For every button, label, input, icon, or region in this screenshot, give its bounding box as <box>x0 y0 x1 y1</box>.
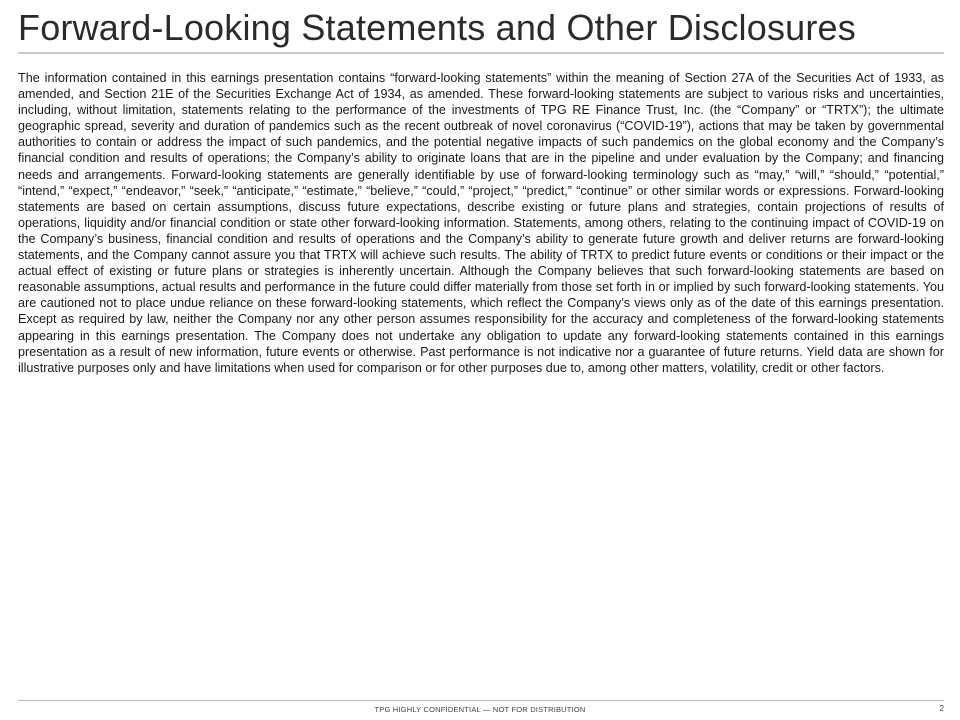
page-title: Forward-Looking Statements and Other Disclosures <box>18 7 856 48</box>
page-number: 2 <box>939 704 944 713</box>
confidentiality-notice: TPG HIGHLY CONFIDENTIAL — NOT FOR DISTRIBUTION <box>374 705 586 714</box>
title-divider <box>18 52 944 54</box>
footer-divider <box>18 700 944 701</box>
disclosure-paragraph: The information contained in this earnings presentation contains “forward-looking statements” within the meaning of Section 27A of the Securities Act of 1933, as amended, and Section 21E of the Securities Exchange Act of 1934, as amended. These forward-looking statements are subject to various risks and uncertainties, including, without limitation, statements relating to the performance of the investments of TPG RE Finance Trust, Inc. (the “Company” or “TRTX”); the ultimate geographic spread, severity and duration of pandemics such as the recent outbreak of novel coronavirus (“COVID-19”), actions that may be taken by governmental authorities to contain or address the impact of such pandemics, and the potential negative impacts of such pandemics on the global economy and the Company’s financial condition and results of operations; the Company’s ability to originate loans that are in the pipeline and under evaluation by the Company; and financing needs and arrangements. Forward-looking statements are generally identifiable by use of forward-looking terminology such as “may,” “will,” “should,” “potential,” “intend,” “expect,” “endeavor,” “seek,” “anticipate,” “estimate,” “believe,” “could,” “project,” “predict,” “continue” or other similar words or expressions. Forward-looking statements are based on certain assumptions, discuss future expectations, describe existing or future plans and strategies, contain projections of results of operations, liquidity and/or financial condition or state other forward-looking information. Statements, among others, relating to the continuing impact of COVID-19 on the Company’s business, financial condition and results of operations and the Company’s ability to generate future growth and deliver returns are forward-looking statements, and the Company cannot assure you that TRTX will achieve such results. The ability of TRTX to predict future events or conditions or their impact or the actual effect of existing or future plans or strategies is inherently uncertain. Although the Company believes that such forward-looking statements are based on reasonable assumptions, actual results and performance in the future could differ materially from those set forth in or implied by such forward-looking statements. You are cautioned not to place undue reliance on these forward-looking statements, which reflect the Company’s views only as of the date of this earnings presentation. Except as required by law, neither the Company nor any other person assumes responsibility for the accuracy and completeness of the forward-looking statements appearing in this earnings presentation. The Company does not undertake any obligation to update any forward-looking statements contained in this earnings presentation as a result of new information, future events or otherwise. Past performance is not indicative nor a guarantee of future returns. Yield data are shown for illustrative purposes only and have limitations when used for comparison or for other purposes due to, among other matters, volatility, credit or other factors. <box>18 71 944 375</box>
